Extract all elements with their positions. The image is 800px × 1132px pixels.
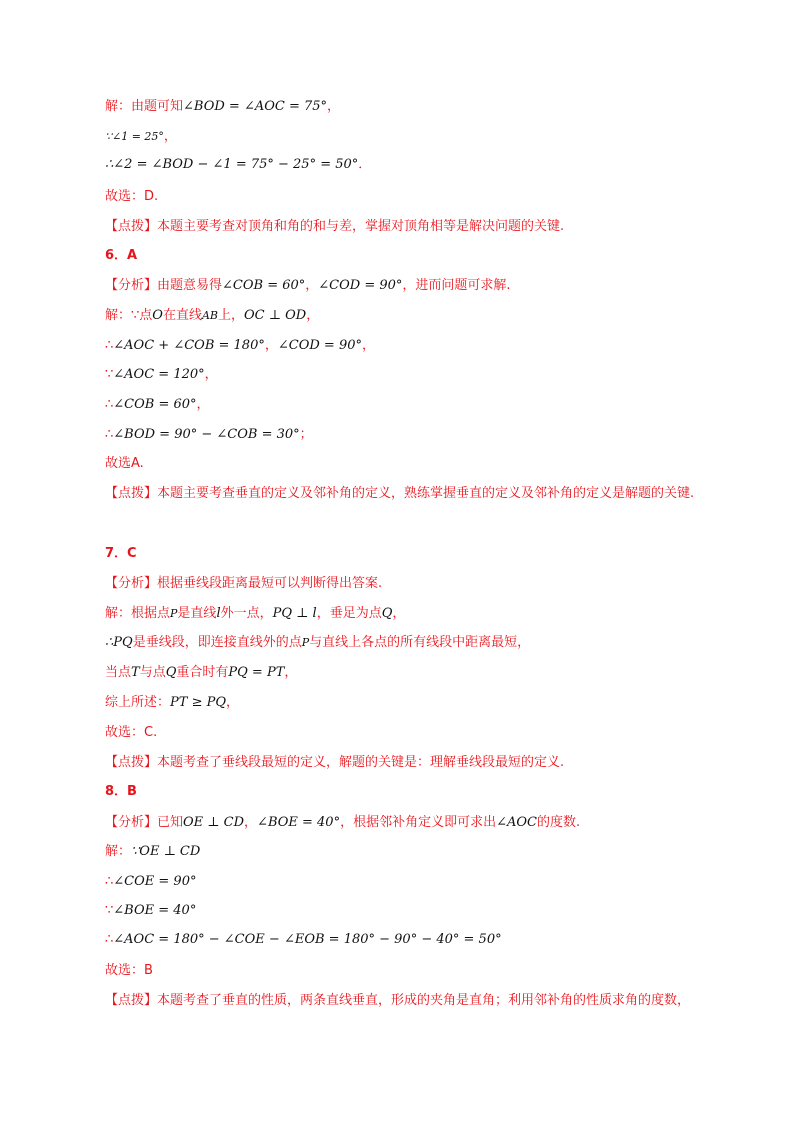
text-line bbox=[105, 156, 740, 174]
math-expression: ∴∠2 = ∠BOD − ∠1 = 75° − 25° = 50° bbox=[105, 157, 359, 172]
text-line bbox=[105, 724, 740, 742]
text-span: ， bbox=[305, 278, 319, 293]
math-expression: P bbox=[170, 607, 178, 620]
math-expression: ∠COD = 90° bbox=[318, 278, 403, 293]
text-line bbox=[105, 814, 740, 832]
text-span: 【分析】根据垂线段距离最短可以判断得出答案. bbox=[105, 576, 383, 591]
text-line bbox=[105, 128, 740, 146]
text-span: ， bbox=[327, 99, 341, 114]
text-line bbox=[105, 307, 740, 325]
text-span: ， bbox=[392, 606, 406, 621]
text-span: 【分析】由题意易得 bbox=[105, 278, 223, 293]
note-paragraph: 【点拨】本题主要考查垂直的定义及邻补角的定义，熟练掌握垂直的定义及邻补角的定义是解题的关键. bbox=[105, 486, 695, 501]
text-span: ∴ bbox=[105, 427, 114, 442]
text-span: 与点 bbox=[139, 665, 166, 680]
math-expression: ∠COB = 60° bbox=[222, 278, 306, 293]
text-line bbox=[105, 694, 740, 712]
text-span: ∵ bbox=[105, 367, 114, 382]
text-span: 故选：D. bbox=[105, 189, 159, 204]
text-line bbox=[105, 218, 740, 236]
text-span: ， bbox=[306, 308, 320, 323]
text-span: 【点拨】本题考查了垂直的性质，两条直线垂直，形成的夹角是直角；利用邻补角的性质求角的度数， bbox=[105, 993, 691, 1008]
text-span: ． bbox=[358, 157, 372, 172]
text-line bbox=[105, 783, 740, 801]
text-line bbox=[105, 634, 740, 652]
text-span: 上， bbox=[218, 308, 245, 323]
text-span: 重合时有 bbox=[176, 665, 229, 680]
math-expression: OE ⊥ CD bbox=[183, 815, 245, 830]
text-span: ， bbox=[264, 338, 278, 353]
text-line bbox=[105, 902, 740, 920]
math-expression: P bbox=[301, 636, 310, 649]
text-span: 当点 bbox=[105, 665, 132, 680]
text-span: ∴ bbox=[105, 874, 114, 889]
text-span: 【分析】已知 bbox=[105, 815, 184, 830]
math-expression: T bbox=[131, 665, 140, 680]
text-span: 与直线上各点的所有线段中距离最短， bbox=[309, 635, 531, 650]
math-expression: ∠COE = 90° bbox=[113, 874, 197, 889]
text-span: 解：由题可知 bbox=[105, 99, 184, 114]
math-expression: l bbox=[216, 606, 221, 621]
math-expression: ∵OE ⊥ CD bbox=[131, 844, 201, 859]
text-line bbox=[105, 992, 740, 1010]
text-line bbox=[105, 455, 740, 473]
text-line bbox=[105, 277, 740, 295]
text-span: 6．A bbox=[105, 248, 138, 263]
text-span: ， bbox=[204, 367, 218, 382]
text-line bbox=[105, 247, 740, 265]
math-expression: ∠COD = 90° bbox=[277, 338, 362, 353]
math-expression: Q bbox=[165, 665, 177, 680]
text-span: 7．C bbox=[105, 546, 137, 561]
math-expression: ∴PQ bbox=[105, 635, 133, 650]
text-span: 是直线 bbox=[177, 606, 217, 621]
text-span: 故选A. bbox=[105, 456, 144, 471]
math-expression: PT ≥ PQ bbox=[170, 695, 226, 710]
text-line bbox=[105, 426, 740, 444]
text-span: 综上所述： bbox=[105, 695, 171, 710]
math-expression: PQ ⊥ l bbox=[272, 606, 317, 621]
text-span: 【点拨】本题主要考查对顶角和角的和与差，掌握对顶角相等是解决问题的关键. bbox=[105, 219, 565, 234]
math-expression: ∠BOE = 40° bbox=[257, 815, 341, 830]
text-span: ， bbox=[226, 695, 240, 710]
text-span: 解： bbox=[105, 844, 132, 859]
text-span: ∴ bbox=[105, 932, 114, 947]
text-span: ，根据邻补角定义即可求出 bbox=[340, 815, 497, 830]
text-span: ， bbox=[244, 815, 258, 830]
text-line bbox=[105, 962, 740, 980]
text-span: 故选：B bbox=[105, 963, 153, 978]
math-expression: AB bbox=[201, 309, 218, 322]
text-line bbox=[105, 605, 740, 623]
math-expression: ∠AOC = 120° bbox=[113, 367, 205, 382]
text-span: ∴ bbox=[105, 397, 114, 412]
text-span: ，进而问题可求解. bbox=[402, 278, 511, 293]
math-expression: ∠AOC bbox=[496, 815, 537, 830]
text-line bbox=[105, 575, 740, 593]
text-line bbox=[105, 337, 740, 355]
text-span: 【点拨】本题考查了垂线段最短的定义，解题的关键是：理解垂线段最短的定义. bbox=[105, 755, 565, 770]
math-expression: ∠BOD = ∠AOC = 75° bbox=[183, 99, 328, 114]
math-expression: ∠AOC + ∠COB = 180° bbox=[113, 338, 265, 353]
text-span: 在直线 bbox=[162, 308, 202, 323]
text-span: 的度数. bbox=[537, 815, 581, 830]
text-span: ， bbox=[362, 338, 376, 353]
text-span: ， bbox=[284, 665, 298, 680]
text-span: ∴ bbox=[105, 338, 114, 353]
text-line bbox=[105, 843, 740, 861]
math-expression: PQ = PT bbox=[228, 665, 285, 680]
math-expression: OC ⊥ OD bbox=[244, 308, 307, 323]
text-line bbox=[105, 754, 740, 772]
text-line bbox=[105, 545, 740, 563]
text-span: 外一点， bbox=[220, 606, 273, 621]
text-line bbox=[105, 188, 740, 206]
text-line bbox=[105, 931, 740, 949]
math-expression: O bbox=[152, 308, 163, 323]
math-expression: ∠BOE = 40° bbox=[113, 903, 197, 918]
text-line bbox=[105, 366, 740, 384]
text-span: 故选：C. bbox=[105, 725, 158, 740]
text-line bbox=[105, 873, 740, 891]
math-expression: ∠BOD = 90° − ∠COB = 30° bbox=[113, 427, 300, 442]
math-expression: ∠COB = 60° bbox=[113, 397, 197, 412]
text-span: ，垂足为点 bbox=[316, 606, 382, 621]
math-expression: Q bbox=[381, 606, 393, 621]
text-span: 解：∵点 bbox=[105, 308, 153, 323]
text-span: 是垂线段，即连接直线外的点 bbox=[132, 635, 302, 650]
text-span: 8．B bbox=[105, 784, 137, 799]
text-span: ； bbox=[299, 427, 313, 442]
text-line bbox=[105, 98, 740, 116]
text-span: 解：根据点 bbox=[105, 606, 171, 621]
text-line bbox=[105, 396, 740, 414]
math-expression: ∵∠1 = 25° bbox=[105, 130, 164, 143]
text-span: ， bbox=[196, 397, 210, 412]
text-line bbox=[105, 664, 740, 682]
math-expression: ∠AOC = 180° − ∠COE − ∠EOB = 180° − 90° − 40° = 50° bbox=[113, 932, 502, 947]
text-span: ∵ bbox=[105, 903, 114, 918]
text-span: ， bbox=[163, 129, 177, 144]
